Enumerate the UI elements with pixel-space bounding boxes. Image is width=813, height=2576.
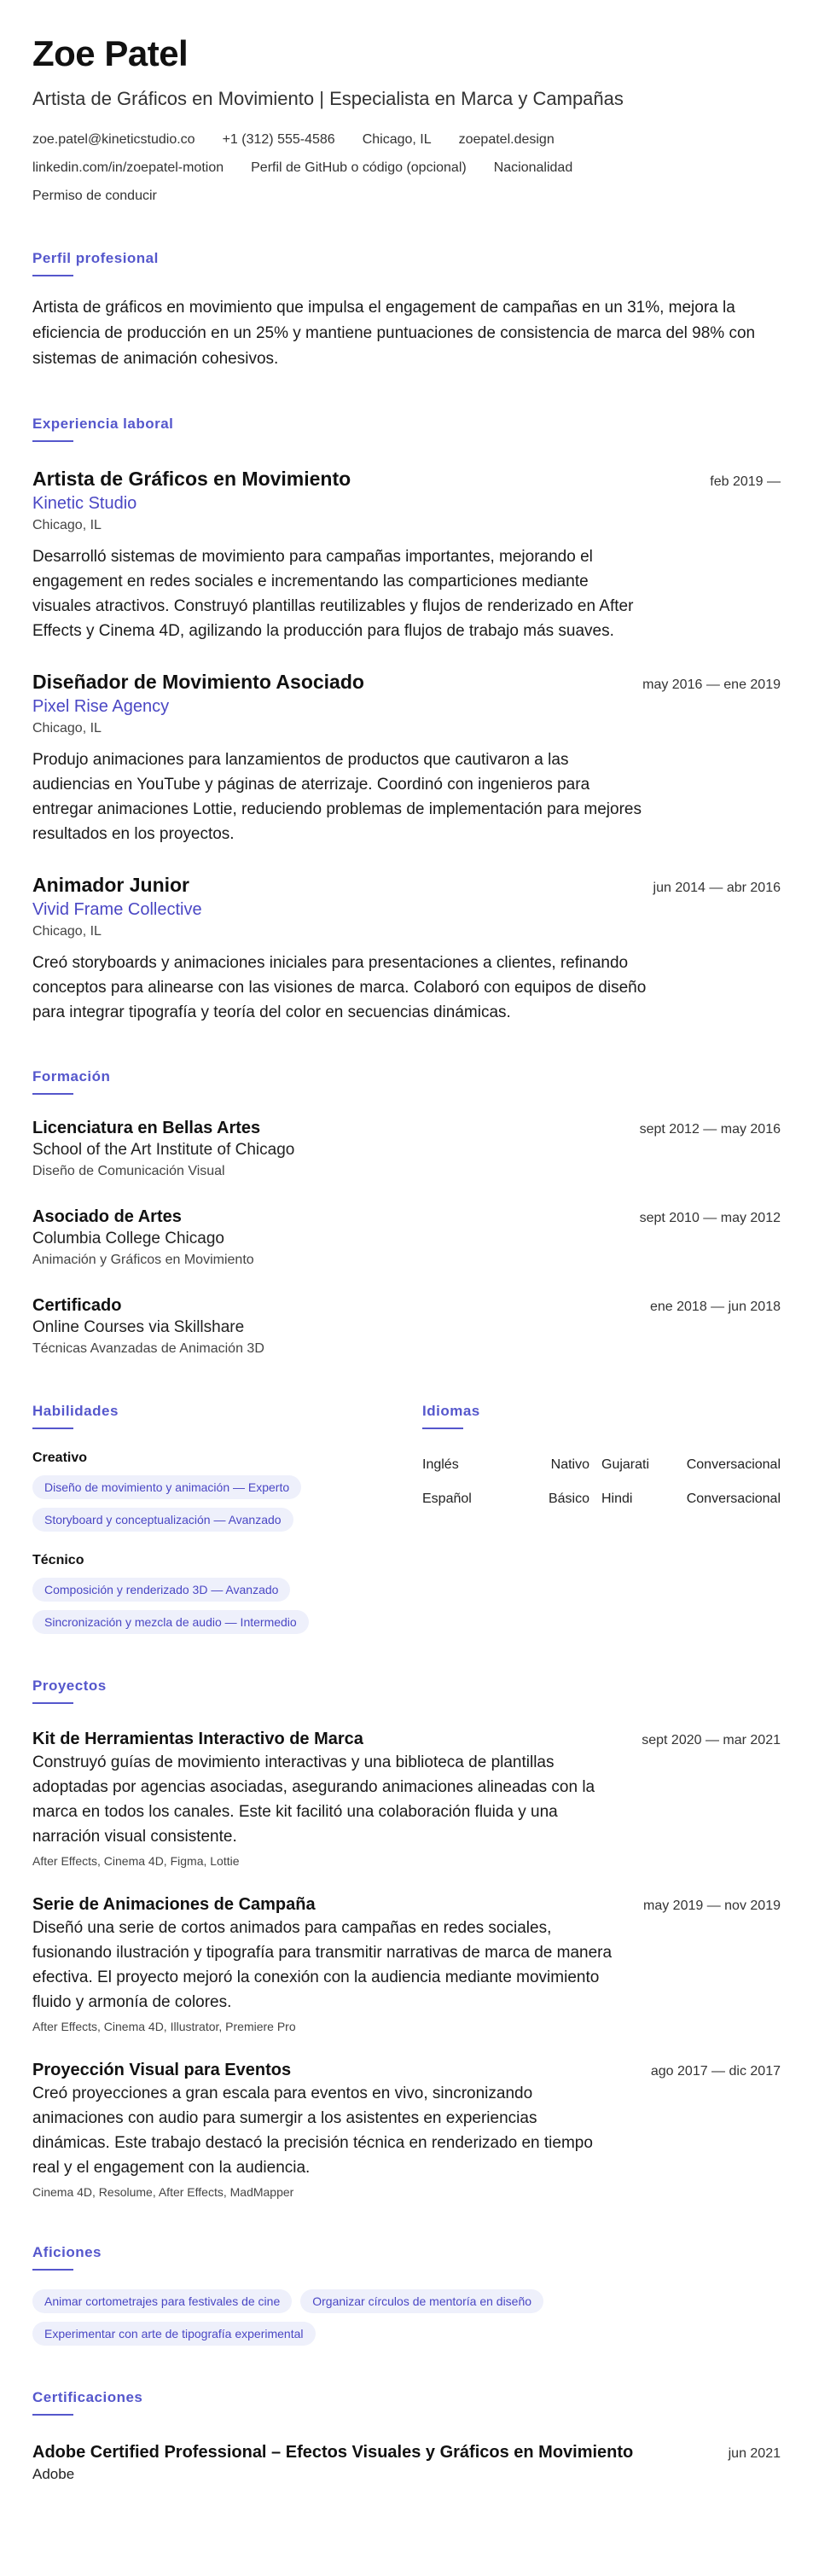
education-field: Animación y Gráficos en Movimiento: [32, 1253, 254, 1267]
contact-phone: +1 (312) 555-4586: [222, 132, 335, 147]
section-title: Formación: [32, 1068, 111, 1084]
candidate-name: Zoe Patel: [32, 33, 189, 73]
contact-website[interactable]: zoepatel.design: [458, 132, 555, 147]
job-date: may 2016 — ene 2019: [642, 677, 781, 692]
skill-tags: [32, 1475, 408, 1532]
language-name: Gujarati: [601, 1457, 650, 1472]
education-degree: Licenciatura en Bellas Artes: [32, 1119, 261, 1137]
education-school: Online Courses via Skillshare: [32, 1318, 245, 1336]
certification-issuer: Adobe: [32, 2466, 75, 2482]
section-divider: [32, 275, 73, 276]
language-row: [422, 1448, 781, 1482]
section-divider: [32, 440, 73, 442]
job-location: Chicago, IL: [32, 721, 102, 736]
contact-location: Chicago, IL: [362, 132, 432, 147]
job-description: Desarrolló sistemas de movimiento para campañas importantes, mejorando el engagement en redes sociales e incrementando las comparticiones mediante visuales atractivos. Construyó plantillas reutilizables y flujos de renderizado en After Effects y Cinema 4D, agilizando la producción para flujos de trabajo más suaves.: [32, 548, 634, 640]
section-divider: [32, 1093, 73, 1095]
project-date: may 2019 — nov 2019: [643, 1899, 781, 1913]
job-title: Artista de Gráficos en Movimiento: [32, 468, 351, 490]
project-date: sept 2020 — mar 2021: [642, 1733, 781, 1747]
job-description: Creó storyboards y animaciones iniciales para presentaciones a clientes, refinando conceptos para alinearse con las visiones de marca. Colaboró con equipos de diseño para integrar tipografía y teoría del color en secuencias dinámicas.: [32, 954, 647, 1021]
job-title: Diseñador de Movimiento Asociado: [32, 671, 364, 693]
projects-section: [32, 1677, 781, 2201]
education-entry: [32, 1117, 781, 1182]
contact-github: Perfil de GitHub o código (opcional): [251, 160, 467, 175]
language-level: Conversacional: [686, 1457, 781, 1472]
job-company: Vivid Frame Collective: [32, 900, 202, 919]
skill-category: Técnico: [32, 1553, 84, 1567]
skills-section: [32, 1402, 408, 1634]
project-entry: [32, 1893, 781, 2035]
section-title: Idiomas: [422, 1403, 480, 1419]
project-tech: Cinema 4D, Resolume, After Effects, MadMapper: [32, 2185, 294, 2199]
hobby-tags: [32, 2289, 647, 2346]
language-name: Español: [422, 1492, 472, 1506]
education-date: ene 2018 — jun 2018: [649, 1300, 781, 1314]
education-date: sept 2010 — may 2012: [639, 1211, 781, 1225]
job-date: jun 2014 — abr 2016: [653, 881, 781, 895]
project-description: Creó proyecciones a gran escala para eventos en vivo, sincronizando animaciones con audio para sumergir a los asistentes en experiencias dinámicas. Este trabajo destacó la precisión técnica en renderizado en tiempo real y el engagement con la audiencia.: [32, 2085, 593, 2177]
certification-name: Adobe Certified Professional – Efectos Visuales y Gráficos en Movimiento: [32, 2443, 634, 2462]
education-date: sept 2012 — may 2016: [639, 1122, 781, 1137]
project-date: ago 2017 — dic 2017: [650, 2064, 781, 2079]
section-title: Experiencia laboral: [32, 416, 174, 432]
project-name: Proyección Visual para Eventos: [32, 2061, 292, 2079]
project-description: Diseñó una serie de cortos animados para campañas en redes sociales, fusionando ilustración y tipografía para transmitir narrativas de marca de manera efectiva. El proyecto mejoró la conexión con la audiencia mediante movimiento fluido y armonía de colores.: [32, 1919, 613, 2011]
profile-section: [32, 249, 781, 372]
education-entry: [32, 1294, 781, 1359]
project-description: Construyó guías de movimiento interactivas y una biblioteca de plantillas adoptadas por agencias asociadas, asegurando animaciones alineadas con la marca en todos los canales. Este kit facilitó una colaboración fluida y una narración visual consistente.: [32, 1753, 595, 1846]
contact-list: [32, 131, 681, 205]
certification-date: jun 2021: [728, 2446, 781, 2461]
section-title: Perfil profesional: [32, 250, 159, 266]
contact-email[interactable]: zoe.patel@kineticstudio.co: [32, 132, 195, 147]
experience-section: [32, 415, 781, 1025]
job-company: Kinetic Studio: [32, 494, 137, 513]
skills-languages-row: [32, 1402, 781, 1634]
section-title: Aficiones: [32, 2244, 102, 2260]
contact-nationality: Nacionalidad: [493, 160, 573, 175]
education-school: Columbia College Chicago: [32, 1230, 224, 1247]
education-field: Técnicas Avanzadas de Animación 3D: [32, 1341, 264, 1356]
education-field: Diseño de Comunicación Visual: [32, 1164, 225, 1178]
education-degree: Asociado de Artes: [32, 1207, 182, 1226]
hobby-tag: Animar cortometrajes para festivales de cine: [32, 2289, 292, 2313]
section-divider: [32, 2269, 73, 2271]
certification-entry: [32, 2441, 781, 2486]
education-school: School of the Art Institute of Chicago: [32, 1141, 295, 1159]
skill-tags: [32, 1578, 408, 1634]
education-entry: [32, 1206, 781, 1271]
skill-tag: Diseño de movimiento y animación — Experto: [32, 1475, 301, 1499]
contact-linkedin[interactable]: linkedin.com/in/zoepatel-motion: [32, 160, 224, 175]
project-name: Serie de Animaciones de Campaña: [32, 1895, 316, 1914]
skill-tag: Storyboard y conceptualización — Avanzado: [32, 1508, 293, 1532]
job-location: Chicago, IL: [32, 924, 102, 939]
project-tech: After Effects, Cinema 4D, Figma, Lottie: [32, 1854, 240, 1868]
job-entry: [32, 872, 781, 1025]
skill-tag: Sincronización y mezcla de audio — Intermedio: [32, 1610, 309, 1634]
language-name: Inglés: [422, 1457, 459, 1472]
language-row: [422, 1482, 781, 1516]
language-name: Hindi: [601, 1492, 633, 1506]
project-entry: [32, 1728, 781, 1869]
section-title: Proyectos: [32, 1678, 107, 1694]
job-location: Chicago, IL: [32, 518, 102, 532]
section-title: Habilidades: [32, 1403, 119, 1419]
contact-driving-license: Permiso de conducir: [32, 189, 157, 203]
project-entry: [32, 2059, 781, 2201]
language-level: Nativo: [550, 1457, 589, 1472]
resume-header: [32, 32, 781, 205]
job-description: Produjo animaciones para lanzamientos de productos que cautivaron a las audiencias en YouTube y páginas de aterrizaje. Coordinó con ingenieros para entregar animaciones Lottie, reduciendo problemas de implementación para mejores resultados en los proyectos.: [32, 751, 642, 843]
section-divider: [32, 1702, 73, 1704]
education-degree: Certificado: [32, 1296, 122, 1315]
education-section: [32, 1067, 781, 1359]
languages-table: [422, 1448, 781, 1516]
certifications-section: [32, 2388, 781, 2486]
hobbies-section: [32, 2243, 781, 2346]
section-divider: [32, 2414, 73, 2416]
skill-tag: Composición y renderizado 3D — Avanzado: [32, 1578, 290, 1602]
skill-category: Creativo: [32, 1451, 88, 1465]
job-title: Animador Junior: [32, 874, 190, 896]
candidate-headline: Artista de Gráficos en Movimiento | Especialista en Marca y Campañas: [32, 88, 624, 109]
section-divider: [32, 1428, 73, 1429]
language-level: Conversacional: [686, 1492, 781, 1506]
section-divider: [422, 1428, 463, 1429]
languages-section: [422, 1402, 781, 1634]
job-date: feb 2019 —: [710, 474, 781, 489]
project-name: Kit de Herramientas Interactivo de Marca: [32, 1730, 363, 1748]
profile-summary: Artista de gráficos en movimiento que impulsa el engagement de campañas en un 31%, mejora la eficiencia de producción en un 25% y mantiene puntuaciones de consistencia de marca del 98% con sistemas de animación cohesivos.: [32, 299, 756, 368]
job-entry: [32, 669, 781, 846]
language-level: Básico: [548, 1492, 589, 1506]
hobby-tag: Organizar círculos de mentoría en diseño: [300, 2289, 543, 2313]
job-company: Pixel Rise Agency: [32, 697, 170, 716]
job-entry: [32, 466, 781, 643]
hobby-tag: Experimentar con arte de tipografía experimental: [32, 2322, 316, 2346]
project-tech: After Effects, Cinema 4D, Illustrator, Premiere Pro: [32, 2020, 296, 2033]
section-title: Certificaciones: [32, 2389, 143, 2405]
